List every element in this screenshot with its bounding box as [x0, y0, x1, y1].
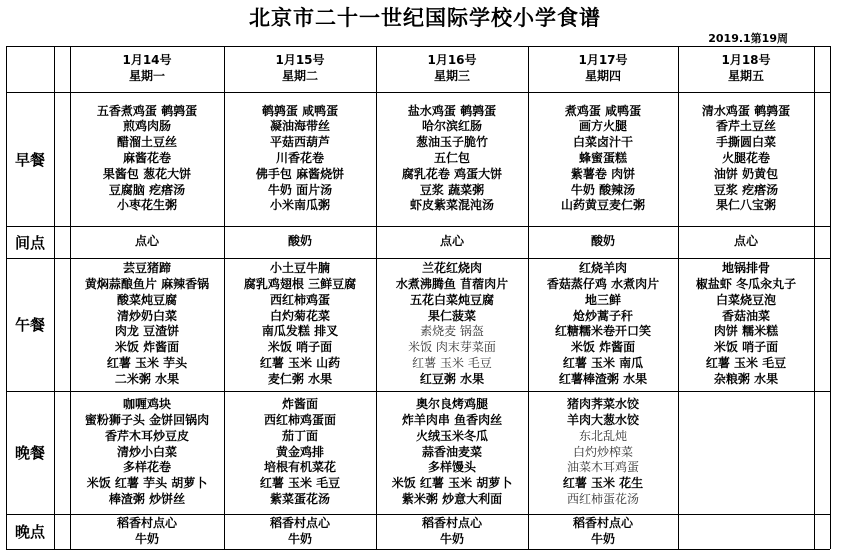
menu-item: 多样花卷: [122, 460, 171, 475]
day-date: 1月18号: [721, 53, 771, 67]
meal-label: 晚点: [14, 523, 45, 541]
table-column-border: [830, 46, 831, 549]
menu-item: 红薯棒渣粥 水果: [558, 371, 648, 386]
table-column-border: [814, 46, 815, 549]
day-header: [376, 52, 528, 90]
menu-cell: [376, 261, 528, 391]
menu-cell: [678, 453, 814, 515]
menu-cell: [376, 104, 528, 226]
menu-item: 米饭 炸酱面: [114, 340, 180, 355]
menu-item: 炸羊肉串 鱼香肉丝: [401, 412, 503, 427]
menu-item: 果酱包 葱花大饼: [102, 166, 192, 181]
menu-item: 香菇蒸仔鸡 水煮肉片: [546, 277, 660, 292]
menu-item: 红糖糯米卷开口笑: [554, 324, 651, 339]
menu-item: 肉龙 豆渣饼: [114, 324, 180, 339]
menu-item: 西红柿鸡蛋面: [263, 412, 336, 427]
menu-item: 香芹土豆丝: [715, 119, 776, 134]
menu-item: 二米粥 水果: [114, 371, 180, 386]
menu-item: 清炒奶白菜: [116, 308, 177, 323]
menu-cell: [70, 104, 224, 226]
table-row-border: [6, 549, 830, 550]
menu-cell: [528, 397, 678, 514]
menu-item: 红薯 玉米 芋头: [106, 356, 188, 371]
menu-cell: [376, 516, 528, 549]
menu-item: 奥尔良烤鸡腿: [415, 397, 488, 412]
menu-item: 地三鲜: [584, 292, 621, 307]
menu-cell: [528, 516, 678, 549]
menu-item: 米饭 哨子面: [713, 340, 779, 355]
menu-item: 牛奶 面片汤: [267, 182, 333, 197]
menu-cell: [224, 104, 376, 226]
day-date: 1月17号: [578, 53, 628, 67]
menu-item: 红薯 玉米 毛豆: [259, 476, 341, 491]
menu-item: 地锅排骨: [721, 261, 770, 276]
menu-item: 清水鸡蛋 鹌鹑蛋: [701, 103, 791, 118]
menu-cell: [224, 234, 376, 258]
menu-item: 白灼菊花菜: [269, 308, 330, 323]
menu-item: 紫薯卷 肉饼: [570, 166, 636, 181]
menu-item: 稻香村点心: [116, 516, 177, 530]
menu-item: 麻酱花卷: [122, 151, 171, 166]
menu-item: 酸奶: [590, 234, 615, 249]
menu-item: 白菜烧豆泡: [715, 292, 776, 307]
menu-cell: [528, 261, 678, 391]
menu-item: 蒜香油麦菜: [421, 444, 482, 459]
menu-item: 佛手包 麻酱烧饼: [255, 166, 345, 181]
menu-item: 鹌鹑蛋 咸鸭蛋: [261, 103, 339, 118]
menu-item: 腐乳花卷 鸡蛋大饼: [401, 166, 503, 181]
menu-item: 红豆粥 水果: [419, 371, 485, 386]
menu-item: 煎鸡肉肠: [122, 119, 171, 134]
menu-item: 清炒小白菜: [116, 444, 177, 459]
menu-item: 白灼炒榨菜: [572, 444, 633, 459]
menu-item: 肉饼 糯米糕: [713, 324, 779, 339]
menu-item: 黄金鸡排: [275, 444, 324, 459]
menu-item: 酸奶: [287, 234, 312, 249]
menu-item: 葱油玉子脆竹: [415, 135, 488, 150]
menu-item: 红薯 玉米 毛豆: [705, 356, 787, 371]
menu-item: 茄丁面: [281, 428, 318, 443]
table-column-border: [54, 46, 55, 549]
menu-item: 红薯 玉米 花生: [562, 476, 644, 491]
menu-cell: [224, 516, 376, 549]
menu-item: 紫菜蛋花汤: [269, 491, 330, 506]
menu-item: 紫米粥 炒意大利面: [401, 491, 503, 506]
menu-title: 北京市二十一世纪国际学校小学食谱: [249, 5, 601, 30]
day-header: [678, 52, 814, 90]
table-row-border: [6, 92, 830, 93]
menu-item: 小土豆牛腩: [269, 261, 330, 276]
menu-item: 牛奶: [590, 531, 615, 546]
menu-item: 牛奶: [134, 531, 159, 546]
week-note: 2019.1第19周: [708, 32, 788, 45]
menu-item: 酸菜炖豆腐: [116, 292, 177, 307]
menu-item: 火腿花卷: [721, 151, 770, 166]
menu-item: 豆浆 蔬菜粥: [419, 182, 485, 197]
menu-item: 牛奶: [287, 531, 312, 546]
menu-item: 哈尔滨红肠: [421, 119, 482, 134]
menu-cell: [70, 261, 224, 391]
menu-item: 凝油海带丝: [269, 119, 330, 134]
menu-item: 点心: [733, 234, 758, 249]
menu-item: 稻香村点心: [421, 516, 482, 530]
day-weekday: 星期五: [727, 69, 764, 83]
menu-cell: [678, 234, 814, 258]
table-row-border: [6, 46, 830, 47]
menu-item: 油饼 奶黄包: [713, 166, 779, 181]
menu-item: 手撕圆白菜: [715, 135, 776, 150]
menu-cell: [678, 104, 814, 226]
menu-cell: [376, 234, 528, 258]
menu-item: 果仁八宝粥: [715, 198, 776, 213]
day-header: [224, 52, 376, 90]
menu-item: 白菜卤汁干: [572, 135, 633, 150]
menu-item: 南瓜发糕 排叉: [261, 324, 339, 339]
menu-item: 火绒玉米冬瓜: [415, 428, 488, 443]
day-weekday: 星期一: [128, 69, 165, 83]
meal-label: 早餐: [14, 150, 45, 169]
menu-item: 山药黄豆麦仁粥: [560, 198, 645, 213]
menu-item: 盐水鸡蛋 鹌鹑蛋: [407, 103, 497, 118]
menu-item: 炸酱面: [281, 397, 318, 412]
menu-item: 棒渣粥 炒饼丝: [108, 491, 186, 506]
menu-cell: [70, 516, 224, 549]
menu-item: 炝炒蒿子秆: [572, 308, 633, 323]
menu-item: 点心: [134, 234, 159, 249]
menu-item: 点心: [439, 234, 464, 249]
table-row-border: [6, 258, 830, 259]
menu-item: 腐乳鸡翅根 三鲜豆腐: [243, 277, 357, 292]
menu-item: 红薯 玉米 南瓜: [562, 356, 644, 371]
menu-item: 川香花卷: [275, 151, 324, 166]
menu-item: 椒盐虾 冬瓜汆丸子: [695, 277, 797, 292]
day-weekday: 星期二: [281, 69, 318, 83]
menu-item: 稻香村点心: [572, 516, 633, 530]
menu-cell: [678, 532, 814, 550]
menu-item: 东北乱炖: [578, 428, 627, 443]
menu-item: 羊肉大葱水饺: [566, 412, 639, 427]
menu-item: 素烧麦 锅盔: [420, 324, 484, 339]
day-weekday: 星期三: [433, 69, 470, 83]
menu-cell: [376, 397, 528, 514]
menu-item: 小枣花生粥: [116, 198, 177, 213]
menu-item: 煮鸡蛋 咸鸭蛋: [564, 103, 642, 118]
menu-item: 咖喱鸡块: [122, 397, 171, 412]
menu-item: 黄焖蒜酿鱼片 麻辣香锅: [84, 277, 210, 292]
menu-item: 米饭 炸酱面: [570, 340, 636, 355]
menu-item: 芸豆猪蹄: [122, 261, 171, 276]
table-row-border: [6, 514, 830, 515]
menu-item: 米饭 红薯 玉米 胡萝卜: [391, 476, 513, 491]
menu-item: 香菇油菜: [721, 308, 770, 323]
day-header: [70, 52, 224, 90]
menu-item: 红烧羊肉: [578, 261, 627, 276]
menu-item: 蜂蜜蛋糕: [578, 151, 627, 166]
menu-cell: [224, 261, 376, 391]
menu-item: 牛奶: [439, 531, 464, 546]
menu-item: 豆浆 疙瘩汤: [713, 182, 779, 197]
menu-item: 五仁包: [433, 151, 470, 166]
menu-item: 西红柿鸡蛋: [269, 292, 330, 307]
day-date: 1月16号: [427, 53, 477, 67]
menu-item: 蜜粉狮子头 金饼回锅肉: [84, 412, 210, 427]
meal-label: 晚餐: [14, 444, 45, 462]
menu-item: 牛奶 酸辣汤: [570, 182, 636, 197]
day-weekday: 星期四: [584, 69, 621, 83]
menu-item: 醋溜土豆丝: [116, 135, 177, 150]
menu-item: 猪肉荠菜水饺: [566, 397, 639, 412]
meal-label: 间点: [14, 233, 45, 252]
menu-item: 五花白菜炖豆腐: [409, 292, 494, 307]
table-row-border: [6, 226, 830, 227]
menu-item: 西红柿蛋花汤: [566, 491, 639, 506]
day-date: 1月15号: [275, 53, 325, 67]
day-date: 1月14号: [122, 53, 172, 67]
menu-item: 兰花红烧肉: [421, 261, 482, 276]
day-header: [528, 52, 678, 90]
menu-item: 平菇西葫芦: [269, 135, 330, 150]
menu-item: 米饭 肉末芽菜面: [408, 340, 496, 355]
menu-cell: [528, 234, 678, 258]
table-row-border: [6, 391, 830, 392]
menu-item: 红薯 玉米 毛豆: [412, 356, 492, 371]
menu-item: 油菜木耳鸡蛋: [566, 460, 639, 475]
menu-item: 香芹木耳炒豆皮: [104, 428, 189, 443]
menu-item: 多样馒头: [427, 460, 476, 475]
menu-item: 果仁菠菜: [427, 308, 476, 323]
menu-item: 红薯 玉米 山药: [259, 356, 341, 371]
menu-cell: [70, 397, 224, 514]
menu-item: 小米南瓜粥: [269, 198, 330, 213]
menu-item: 水煮沸腾鱼 苜蓿肉片: [395, 277, 509, 292]
menu-item: 五香煮鸡蛋 鹌鹑蛋: [96, 103, 198, 118]
menu-item: 豆腐脑 疙瘩汤: [108, 182, 186, 197]
menu-item: 稻香村点心: [269, 516, 330, 530]
menu-cell: [224, 397, 376, 514]
menu-cell: [70, 234, 224, 258]
menu-cell: [528, 104, 678, 226]
menu-table: [6, 46, 830, 549]
menu-item: 米饭 哨子面: [267, 340, 333, 355]
menu-item: 米饭 红薯 芋头 胡萝卜: [86, 476, 208, 491]
menu-item: 画方火腿: [578, 119, 627, 134]
meal-label: 午餐: [14, 316, 45, 334]
menu-item: 培根有机菜花: [263, 460, 336, 475]
menu-item: 杂粮粥 水果: [713, 371, 779, 386]
menu-cell: [678, 261, 814, 391]
menu-item: 虾皮紫菜混沌汤: [409, 198, 494, 213]
menu-item: 麦仁粥 水果: [267, 371, 333, 386]
